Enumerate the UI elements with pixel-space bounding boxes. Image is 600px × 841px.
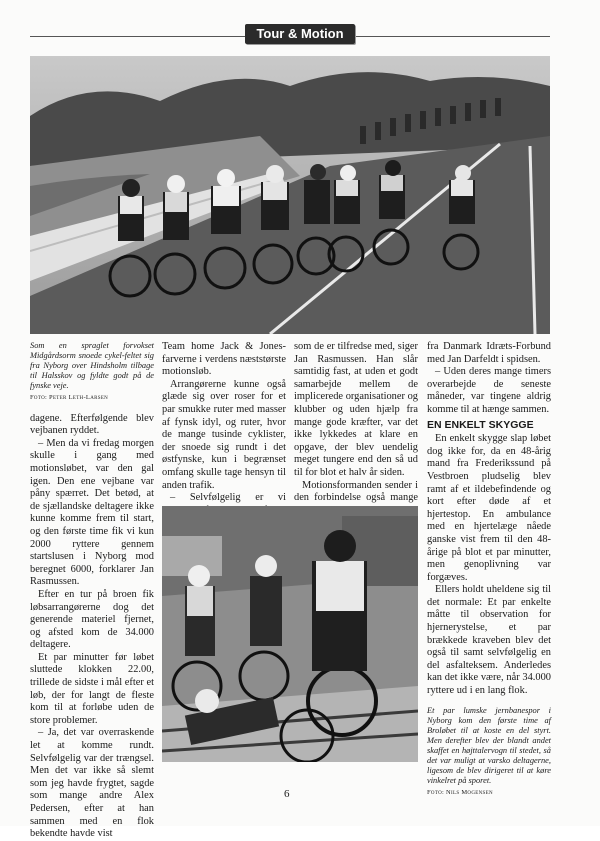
col4-paragraph: En enkelt skygge slap løbet dog ikke for, da en 48-årig mand fra Frederikssund på Vestbroen pludselig blev ramt af et ildebefindende og kort efter døde af et hjertestop. En ambulance med en hjertelæge nåede ganske vist frem til den 48-årige på blot et par minutter, men genoplivning var forgæves. [427,433,551,583]
column-3 [294,341,418,517]
col3-paragraph: Motionsformanden sender i den forbindelse også mange [294,479,418,504]
col1-paragraph: dagene. Efterfølgende blev vejbanen ryddet. [30,412,154,437]
col4-paragraph: Ellers holdt uheldene sig til det normale: Et par enkelte måtte til observation for hjernerystelse, et par brækkede kraveben blev det også til samt selvfølgelig en del asfalteksem. Anderledes kan det ikke være, når 34.000 ryttere ud i en lang flok. [427,584,551,697]
page-number: 6 [284,788,290,800]
col4-paragraph: – Uden deres mange timers overarbejde de seneste måneder, var tingene aldrig komme til at hænge sammen. [427,366,551,415]
section-title: Tour & Motion [245,24,355,44]
col3-paragraph: som de er tilfredse med, siger Jan Rasmussen. Han slår samtidig fast, at uden et godt samarbejde mellem de implicerede organisationer og klubber og uden hjælp fra mange gode kræfter, var det ikke lykkedes at klare en opgave, der blev uendelig meget tungere end den så ud til for blot et halv år siden. [294,341,418,478]
col4-paragraph: fra Danmark Idræts-Forbund med Jan Darfeldt i spidsen. [427,341,551,365]
cyclists-road-photo [30,56,550,334]
top-photo-caption: Som en spraglet forvokset Midgårdsorm snoede cykel-feltet sig fra Nyborg over Hindsholm tilbage til Halsskov og fyldte godt på de fynske veje. [30,341,154,390]
crash-photo [162,506,418,762]
middle-photo [162,506,418,762]
column-4 [427,341,551,799]
col1-paragraph: Et par minutter før løbet sluttede klokken 22.00, trillede de sidste i mål efter et løb, der for langt de fleste kom til at forløbe uden de store problemer. [30,651,154,726]
col2-paragraph: Team home Jack & Jones-farverne i verdens næststørste motionsløb. [162,341,286,378]
top-photo-credit: Foto: Peter Leth-Larsen [30,394,109,401]
subheading: EN ENKELT SKYGGE [427,418,534,431]
col2-paragraph: Arrangørerne kunne også glæde sig over roser for et par smukke ruter med masser af fynsk idyl, og ruter, hvor de mange tusinde cyklister, der snoede sig rundt i det østfynske, kun i begrænset omfang skulle tage hensyn til anden trafik. [162,378,286,491]
column-1 [30,341,154,841]
middle-photo-caption: Et par lumske jernbanespor i Nyborg kom den første time af Broløbet til at koste en del styrt. Men derefter blev der blandt andet skaffet en højttalervogn til stedet, så det var muligt at varsko deltagerne, ligesom de blev dirigeret til at køre vinkelret på sporet. [427,705,551,785]
col1-paragraph: Efter en tur på broen fik løbsarrangørerne dog det generende materiel fjernet, og afsted kom de 34.000 deltagere. [30,588,154,651]
top-photo [30,56,550,334]
col2-paragraph: – Selvfølgelig er vi [170,492,286,504]
middle-photo-credit: Foto: Nils Mogensen [427,788,493,796]
col1-paragraph: – Ja, det var overraskende let at komme rundt. Selvfølgelig var der trængsel. Men det var ikke så slemt som jeg havde frygtet, sagde som mange andre Alex Pedersen, efter at han sammen med en flok bekendte havde vist [30,727,154,840]
col1-paragraph: – Men da vi fredag morgen skulle i gang med motionsløbet, var den gal igen. Den ene vejbane var påny spærret. Det betød, at de sjællandske deltagere ikke kunne komme frem til start, og den første time fik vi kun 2000 ryttere gennem startslusen i Nyborg mod beregnet 6000, forklarer Jan Rasmussen. [30,437,154,588]
